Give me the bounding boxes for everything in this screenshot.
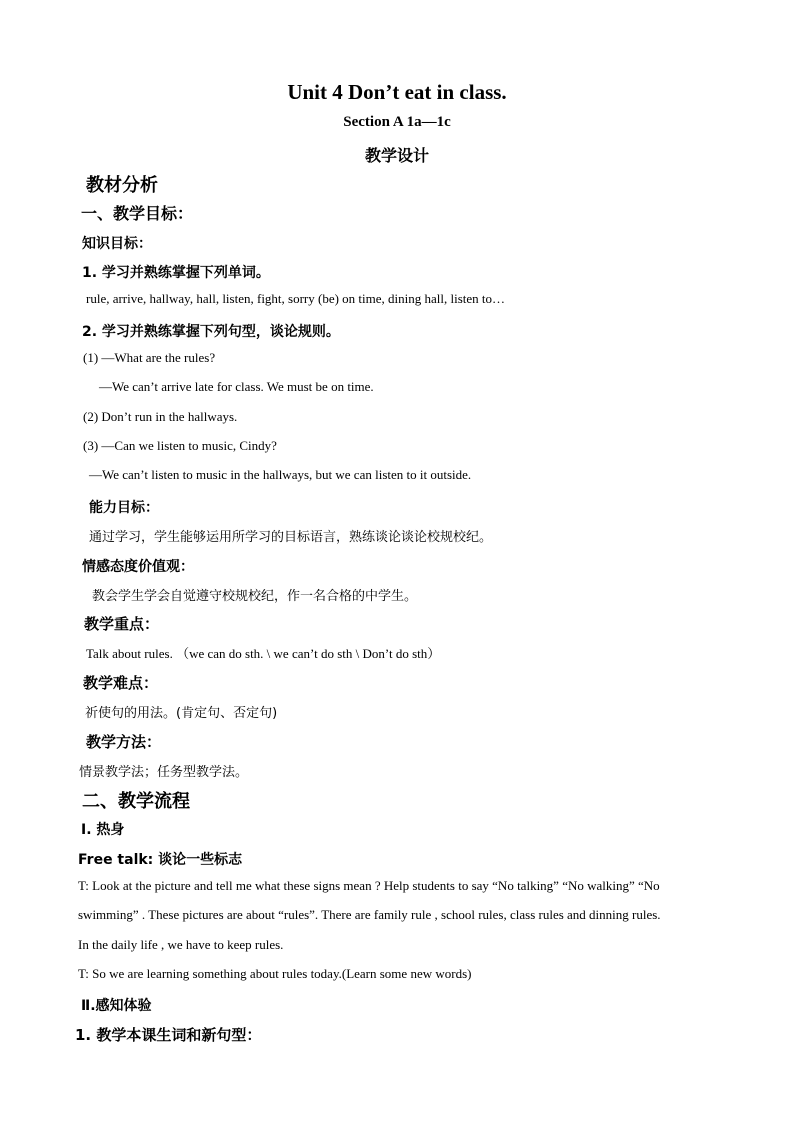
sentence2: (2) Don’t run in the hallways. — [83, 409, 238, 424]
item1-heading: 1. 学习并熟练掌握下列单词。 — [82, 265, 270, 281]
section-one-heading: 一、教学目标： — [81, 204, 194, 223]
key-points-heading: 教学重点： — [84, 615, 160, 633]
sentence1-answer: —We can’t arrive late for class. We must be on time. — [99, 379, 374, 394]
design-label: 教学设计 — [364, 146, 429, 165]
difficulties-heading: 教学难点： — [83, 674, 159, 692]
key-points-text: Talk about rules. （we can do sth. \ we can’t do sth \ Don’t do sth） — [86, 646, 441, 661]
emotion-goals-heading: 情感态度价值观： — [82, 559, 194, 575]
paragraph1-line1: T: Look at the picture and tell me what these signs mean ? Help students to say “No talking” “No walking” “No — [78, 878, 660, 893]
paragraph2: T: So we are learning something about rules today.(Learn some new words) — [78, 966, 472, 981]
section-two-heading: 二、教学流程 — [82, 791, 190, 812]
step2-heading: Ⅱ.感知体验 — [81, 998, 152, 1014]
sentence1-question: (1) —What are the rules? — [83, 350, 216, 365]
ability-goals-heading: 能力目标： — [89, 500, 159, 516]
step2-item1: 1. 教学本课生词和新句型： — [75, 1026, 262, 1044]
paragraph1-line3: In the daily life , we have to keep rules. — [78, 937, 284, 952]
knowledge-goals-heading: 知识目标： — [82, 236, 152, 252]
sentence3-question: (3) —Can we listen to music, Cindy? — [83, 438, 277, 453]
methods-heading: 教学方法： — [86, 733, 162, 751]
item2-heading: 2. 学习并熟练掌握下列句型，谈论规则。 — [82, 324, 340, 340]
paragraph1-line2: swimming” . These pictures are about “rules”. There are family rule , school rules, class rules and dinning rules. — [78, 907, 661, 922]
unit-title: Unit 4 Don’t eat in class. — [287, 80, 507, 104]
ability-text: 通过学习，学生能够运用所学习的目标语言，熟练谈论谈论校规校纪。 — [89, 530, 493, 545]
step1-heading: Ⅰ. 热身 — [81, 822, 125, 838]
free-talk-heading: Free talk: 谈论一些标志 — [78, 852, 243, 868]
section-subtitle: Section A 1a—1c — [343, 114, 451, 130]
emotion-text: 教会学生学会自觉遵守校规校纪，作一名合格的中学生。 — [92, 589, 418, 604]
difficulties-text: 祈使句的用法。(肯定句、否定句) — [85, 706, 278, 721]
vocab-line: rule, arrive, hallway, hall, listen, fight, sorry (be) on time, dining hall, listen to… — [86, 291, 506, 306]
sentence3-answer: —We can’t listen to music in the hallways, but we can listen to it outside. — [89, 467, 472, 482]
methods-text: 情景教学法；任务型教学法。 — [79, 765, 249, 780]
textbook-analysis-heading: 教材分析 — [86, 175, 158, 196]
